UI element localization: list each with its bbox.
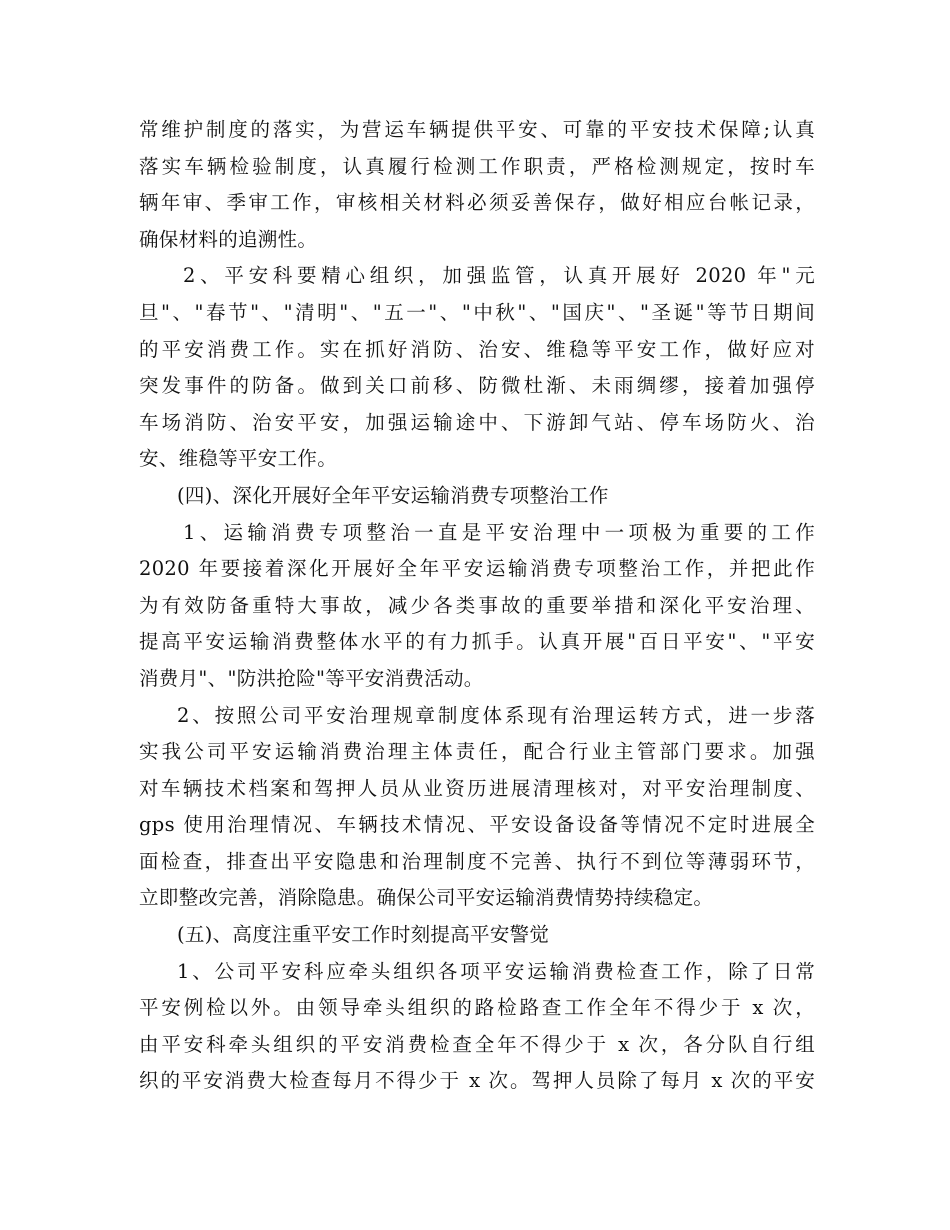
text-line: 对车辆技术档案和驾押人员从业资历进展清理核对，对平安治理制度、: [139, 776, 815, 800]
text-line: 实我公司平安运输消费治理主体责任，配合行业主管部门要求。加强: [139, 740, 815, 764]
text-line: 的平安消费工作。实在抓好消防、治安、维稳等平安工作，做好应对: [139, 337, 815, 361]
text-line: 织的平安消费大检查每月不得少于 x 次。驾押人员除了每月 x 次的平安: [139, 1069, 815, 1093]
text-line: 面检查，排查出平安隐患和治理制度不完善、执行不到位等薄弱环节，: [139, 849, 815, 873]
text-line: 确保材料的追溯性。: [139, 227, 318, 251]
paragraph-start-line: 2、平安科要精心组织，加强监管，认真开展好 2020 年"元: [183, 264, 815, 288]
paragraph-start-line: 2、按照公司平安治理规章制度体系现有治理运转方式，进一步落: [177, 703, 815, 727]
text-line: 提高平安运输消费整体水平的有力抓手。认真开展"百日平安"、"平安: [139, 630, 815, 654]
text-line: gps 使用治理情况、车辆技术情况、平安设备设备等情况不定时进展全: [139, 813, 815, 837]
text-line: 落实车辆检验制度，认真履行检测工作职责，严格检测规定，按时车: [139, 154, 815, 178]
text-line: 2020 年要接着深化开展好全年平安运输消费专项整治工作，并把此作: [139, 557, 815, 581]
text-line: 由平安科牵头组织的平安消费检查全年不得少于 x 次，各分队自行组: [139, 1032, 815, 1056]
text-line: 旦"、"春节"、"清明"、"五一"、"中秋"、"国庆"、"圣诞"等节日期间: [139, 300, 815, 324]
text-line: 平安例检以外。由领导牵头组织的路检路查工作全年不得少于 x 次，: [139, 996, 815, 1020]
text-line: 消费月"、"防洪抢险"等平安消费活动。: [139, 666, 484, 690]
document-body: [139, 112, 815, 1100]
paragraph-start-line: 1、运输消费专项整治一直是平安治理中一项极为重要的工作: [183, 520, 815, 544]
paragraph-start-line: 1、公司平安科应牵头组织各项平安运输消费检查工作，除了日常: [177, 959, 815, 983]
text-line: 安、维稳等平安工作。: [139, 447, 338, 471]
section-heading: (五)、高度注重平安工作时刻提高平安警觉: [177, 923, 550, 947]
text-line: 车场消防、治安平安，加强运输途中、下游卸气站、停车场防火、治: [139, 410, 815, 434]
text-line: 突发事件的防备。做到关口前移、防微杜渐、未雨绸缪，接着加强停: [139, 374, 815, 398]
text-line: 常维护制度的落实，为营运车辆提供平安、可靠的平安技术保障;认真: [139, 118, 815, 141]
text-line: 立即整改完善，消除隐患。确保公司平安运输消费情势持续稳定。: [139, 886, 714, 910]
section-heading: (四)、深化开展好全年平安运输消费专项整治工作: [177, 483, 609, 507]
text-line: 辆年审、季审工作，审核相关材料必须妥善保存，做好相应台帐记录，: [139, 191, 815, 215]
text-line: 为有效防备重特大事故，减少各类事故的重要举措和深化平安治理、: [139, 593, 815, 617]
